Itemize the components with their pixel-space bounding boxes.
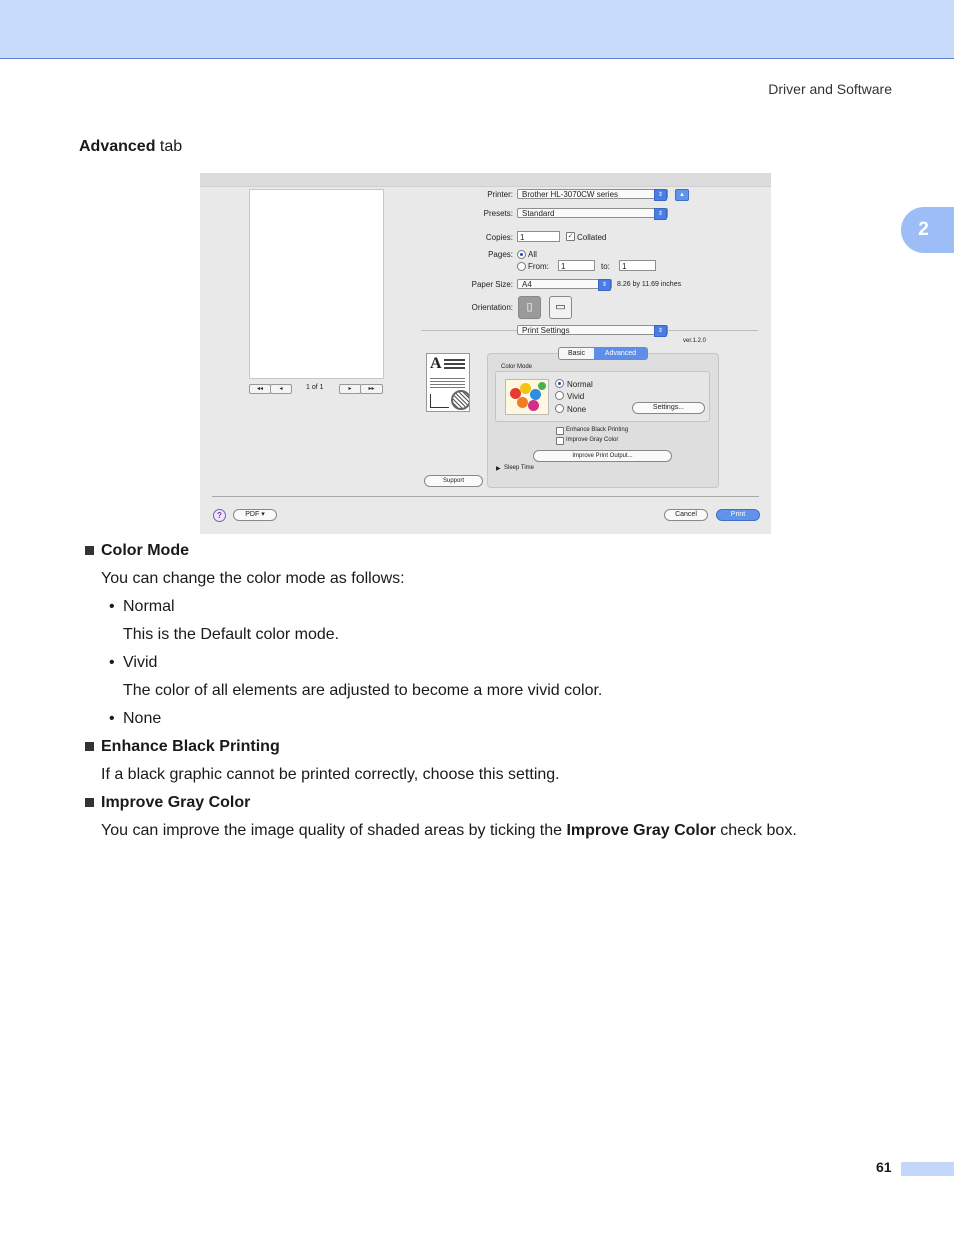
mode-vivid-radio[interactable]: [555, 391, 564, 400]
presets-value: Standard: [522, 209, 555, 218]
driver-version: ver.1.2.0: [683, 338, 707, 344]
bullet-dot: •: [109, 710, 115, 727]
bullet-dot: •: [109, 654, 115, 671]
bullet-square: [85, 798, 94, 807]
mode-none-radio[interactable]: [555, 404, 564, 413]
last-page-icon[interactable]: ▸▸: [360, 384, 383, 394]
support-button[interactable]: Support: [424, 475, 483, 487]
mode-normal-radio[interactable]: [555, 379, 564, 388]
improve-gray-checkbox[interactable]: [556, 437, 564, 445]
printer-value: Brother HL-3070CW series: [522, 190, 619, 199]
mode-vivid-label: Vivid: [567, 392, 585, 401]
pane-value: Print Settings: [522, 326, 570, 335]
color-mode-title: Color Mode: [101, 542, 189, 559]
presets-label: Presets:: [483, 209, 513, 218]
chapter-tab: 2: [901, 207, 954, 253]
sleep-time-label: Sleep Time: [504, 465, 535, 471]
bullet-square: [85, 546, 94, 555]
enhance-black-title: Enhance Black Printing: [101, 738, 280, 755]
improve-gray-title: Improve Gray Color: [101, 794, 251, 811]
enhance-black-description: If a black graphic cannot be printed correctly, choose this setting.: [101, 766, 560, 783]
print-quality-icon: A: [426, 353, 470, 412]
normal-description: This is the Default color mode.: [123, 626, 340, 643]
enhance-black-checkbox[interactable]: [556, 427, 564, 435]
gray-desc-bold: Improve Gray Color: [566, 822, 716, 839]
prev-page-icon[interactable]: ◂: [270, 384, 292, 394]
normal-item: Normal: [123, 598, 175, 615]
first-page-icon[interactable]: ◂◂: [249, 384, 271, 394]
improve-print-output-button[interactable]: Improve Print Output...: [533, 450, 672, 462]
dialog-top-strip: [200, 173, 771, 187]
pane-popup[interactable]: [517, 325, 668, 335]
pager-label: 1 of 1: [306, 384, 324, 391]
to-label: to:: [601, 262, 610, 271]
paper-dimensions: 8.26 by 11.69 inches: [617, 281, 682, 288]
mode-normal-label: Normal: [567, 380, 593, 389]
popup-arrows-icon: ⇕: [654, 325, 667, 337]
bullet-dot: •: [109, 598, 115, 615]
bullet-square: [85, 742, 94, 751]
section-heading: [79, 138, 182, 156]
pages-all-radio[interactable]: [517, 250, 526, 259]
color-balloons-thumbnail: [505, 379, 549, 415]
print-dialog-screenshot: [200, 173, 771, 534]
presets-popup[interactable]: [517, 208, 668, 218]
print-button[interactable]: Print: [716, 509, 760, 521]
section-heading-bold: Advanced: [79, 138, 156, 155]
pages-from-label: From:: [528, 262, 549, 271]
popup-arrows-icon: ⇕: [598, 279, 611, 291]
page-number: 61: [876, 1159, 892, 1175]
page-preview: [249, 189, 384, 379]
gray-desc-start: You can improve the image quality of shaded areas by ticking the: [101, 822, 567, 839]
running-header: Driver and Software: [768, 81, 892, 97]
color-mode-group-label: Color Mode: [501, 364, 533, 370]
copies-input[interactable]: 1: [517, 231, 560, 242]
gray-desc-end: check box.: [715, 822, 797, 839]
to-input[interactable]: 1: [619, 260, 656, 271]
settings-button[interactable]: Settings...: [632, 402, 705, 414]
collated-label: Collated: [577, 233, 607, 242]
from-input[interactable]: 1: [558, 260, 595, 271]
pages-from-radio[interactable]: [517, 262, 526, 271]
paper-size-value: A4: [522, 280, 532, 289]
next-page-icon[interactable]: ▸: [339, 384, 361, 394]
page-number-bar: [901, 1162, 954, 1176]
pages-label: Pages:: [488, 250, 513, 259]
copies-label: Copies:: [485, 233, 513, 242]
improve-gray-description: [101, 822, 797, 840]
section-heading-rest: tab: [155, 138, 183, 155]
tab-basic[interactable]: Basic: [567, 350, 586, 357]
vivid-item: Vivid: [123, 654, 158, 671]
landscape-icon[interactable]: ▭: [549, 296, 572, 319]
disclosure-button[interactable]: ▴: [675, 189, 689, 201]
color-mode-intro: You can change the color mode as follows:: [101, 570, 405, 587]
cancel-button[interactable]: Cancel: [664, 509, 708, 521]
pdf-button[interactable]: PDF ▾: [233, 509, 277, 521]
tab-advanced[interactable]: Advanced: [594, 348, 647, 359]
improve-gray-label: Improve Gray Color: [566, 437, 619, 443]
mode-none-label: None: [567, 405, 587, 414]
paper-size-popup[interactable]: [517, 279, 612, 289]
none-item: None: [123, 710, 162, 727]
popup-arrows-icon: ⇕: [654, 189, 667, 201]
pages-all-label: All: [528, 250, 537, 259]
printer-label: Printer:: [487, 190, 513, 199]
sleep-time-disclosure-icon[interactable]: ▶: [496, 466, 501, 472]
top-band: [0, 0, 954, 59]
enhance-black-label: Enhance Black Printing: [566, 427, 629, 433]
orientation-label: Orientation:: [471, 303, 513, 312]
paper-size-label: Paper Size:: [471, 280, 513, 289]
preview-pager: [249, 384, 383, 394]
portrait-icon[interactable]: ▯: [518, 296, 541, 319]
vivid-description: The color of all elements are adjusted to become a more vivid color.: [123, 682, 603, 699]
basic-advanced-tabs: [558, 347, 648, 360]
collated-checkbox[interactable]: ✓: [567, 233, 574, 240]
printer-popup[interactable]: [517, 189, 668, 199]
help-icon[interactable]: ?: [213, 509, 226, 522]
popup-arrows-icon: ⇕: [654, 208, 667, 220]
bottom-separator: [212, 496, 759, 497]
